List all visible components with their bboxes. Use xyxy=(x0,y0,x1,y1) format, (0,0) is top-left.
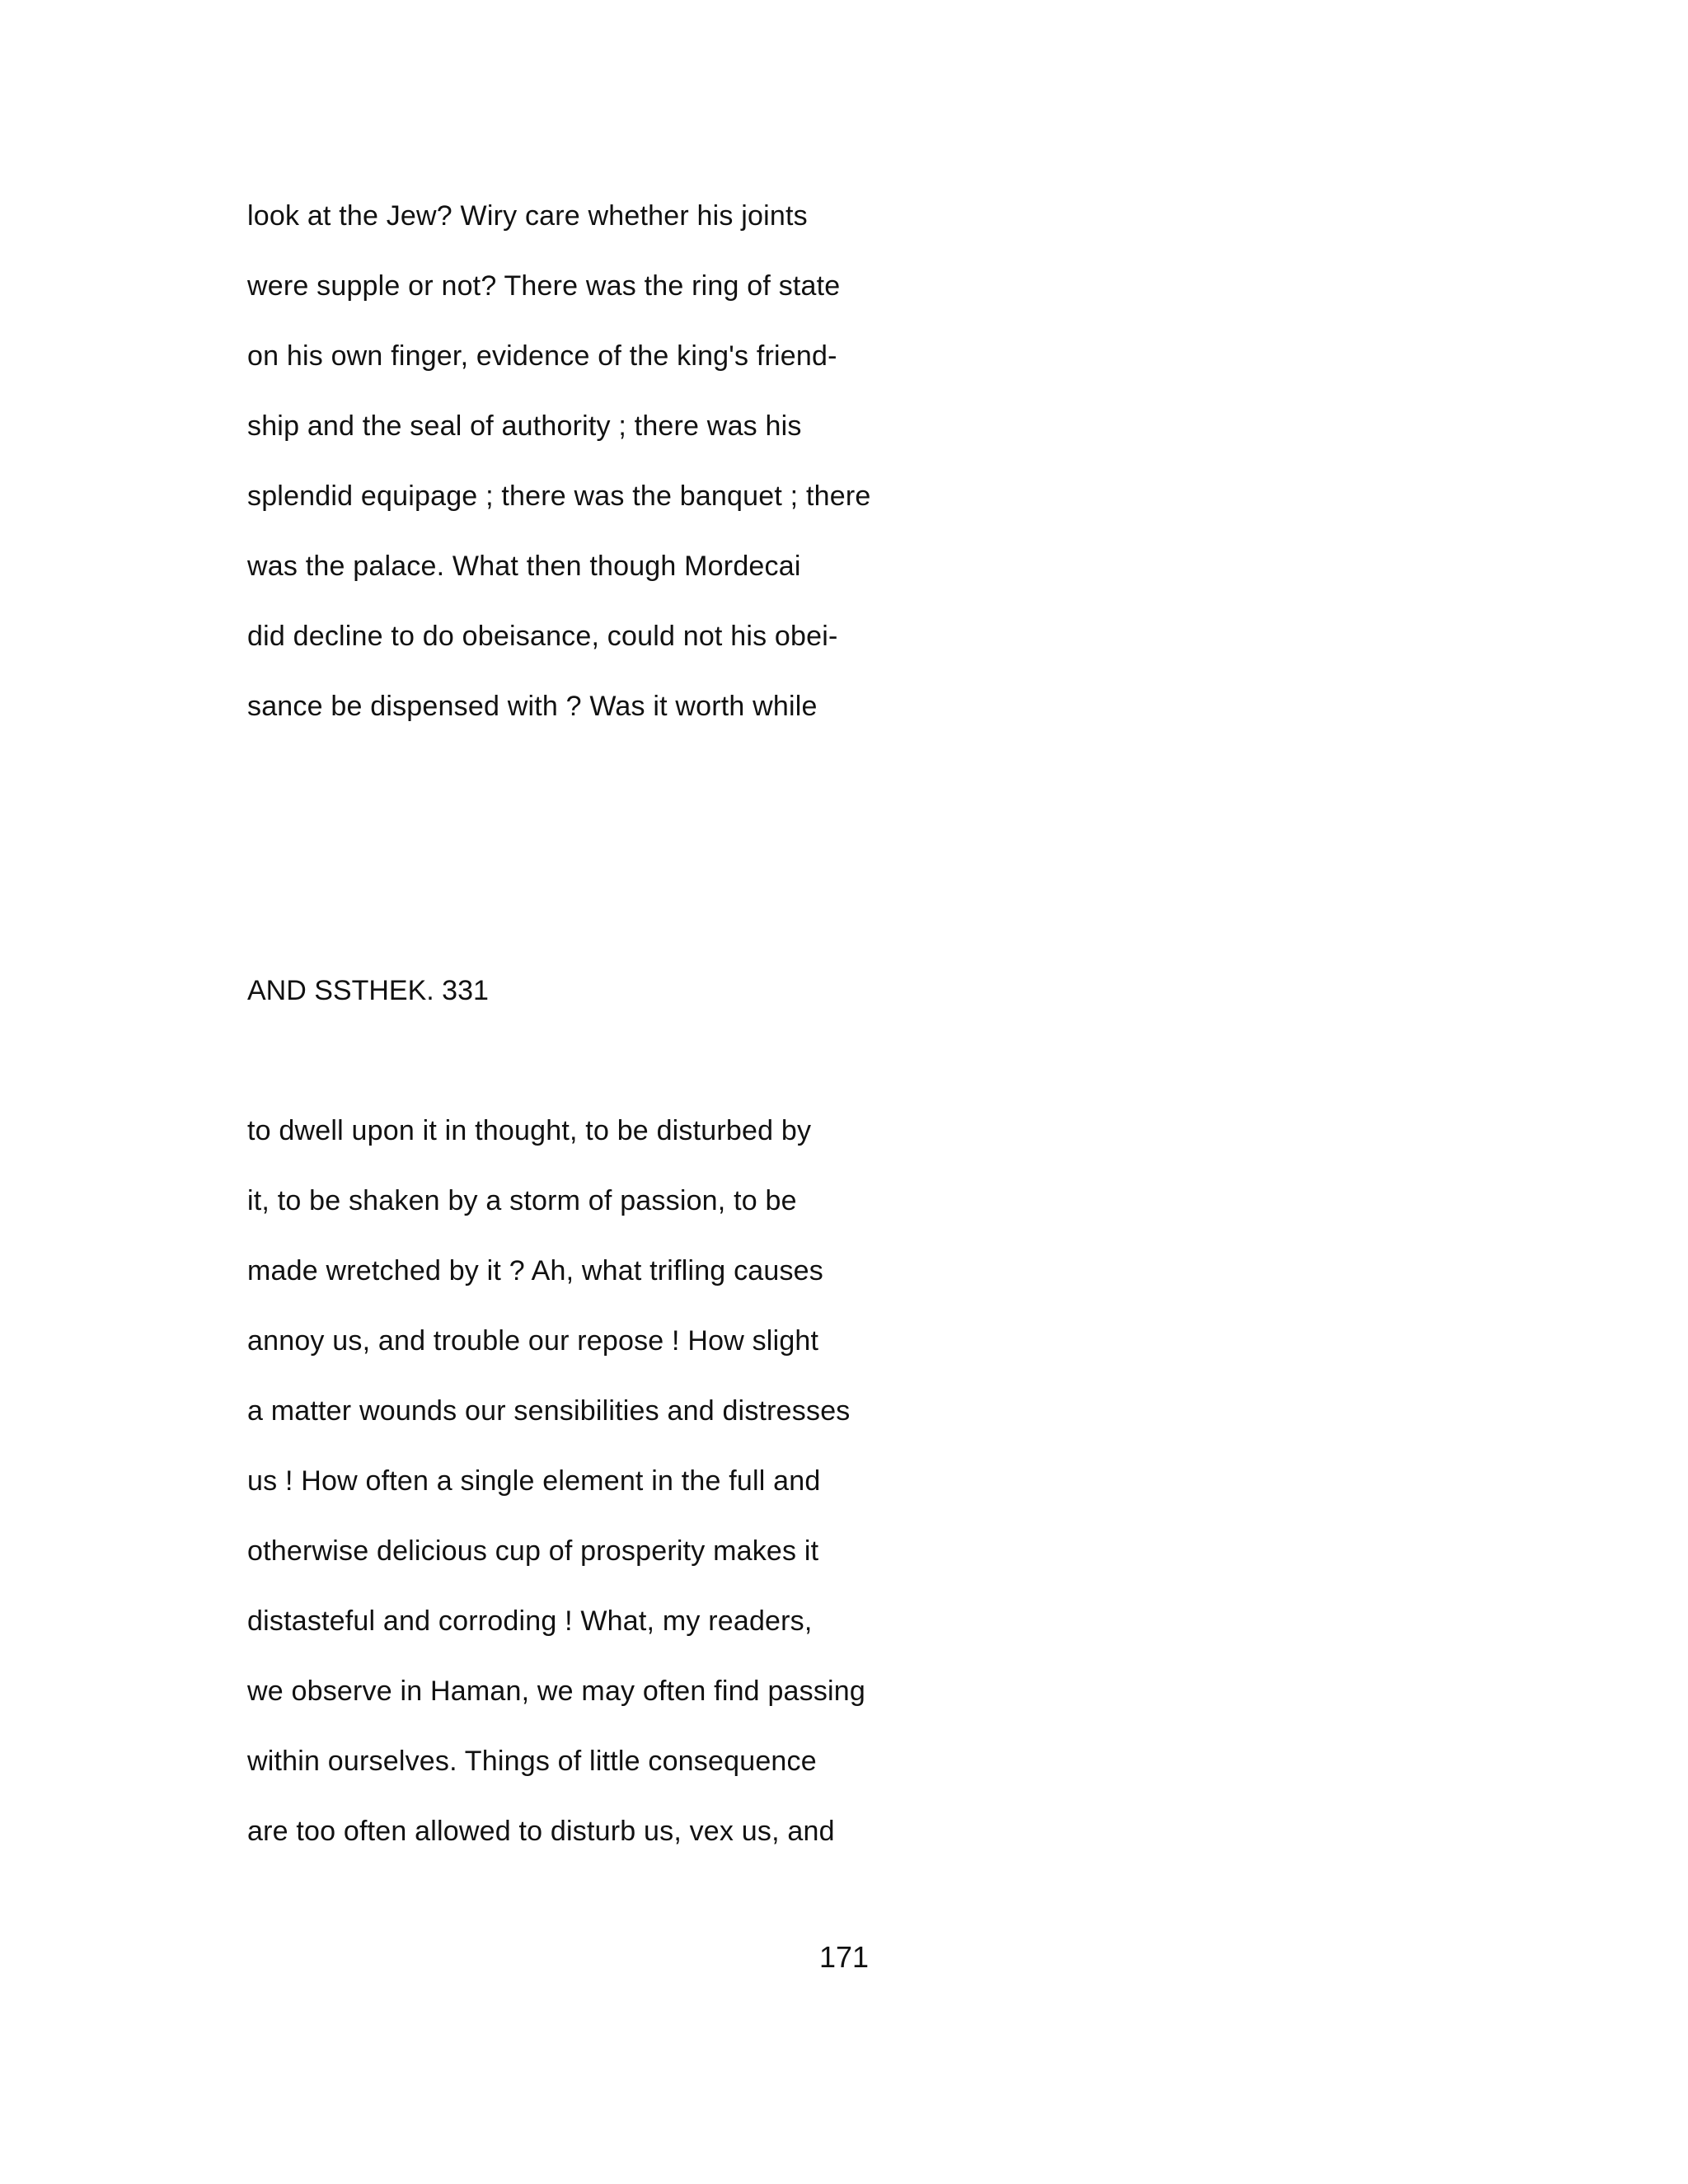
text-line: on his own finger, evidence of the king's friend- xyxy=(247,340,837,372)
text-line: us ! How often a single element in the full and xyxy=(247,1465,821,1497)
text-line: ship and the seal of authority ; there was his xyxy=(247,410,802,442)
text-block-bottom xyxy=(247,1096,865,1867)
running-head: AND SSTHEK. 331 xyxy=(247,975,489,1006)
text-line: splendid equipage ; there was the banquet ; there xyxy=(247,480,871,512)
text-line: was the palace. What then though Mordecai xyxy=(247,551,801,582)
text-line: did decline to do obeisance, could not his obei- xyxy=(247,621,838,652)
text-line: otherwise delicious cup of prosperity makes it xyxy=(247,1535,819,1567)
page-number: 171 xyxy=(818,1940,870,1974)
text-line: made wretched by it ? Ah, what trifling causes xyxy=(247,1255,823,1286)
text-line: we observe in Haman, we may often find passing xyxy=(247,1675,866,1707)
text-line: look at the Jew? Wiry care whether his joints xyxy=(247,200,808,232)
text-line: to dwell upon it in thought, to be disturbed by xyxy=(247,1115,812,1146)
text-line: a matter wounds our sensibilities and distresses xyxy=(247,1395,851,1427)
text-line: annoy us, and trouble our repose ! How slight xyxy=(247,1325,819,1357)
text-line: were supple or not? There was the ring of state xyxy=(247,270,841,302)
text-line: within ourselves. Things of little consequence xyxy=(247,1746,817,1777)
text-line: sance be dispensed with ? Was it worth while xyxy=(247,691,818,722)
text-line: are too often allowed to disturb us, vex us, and xyxy=(247,1816,835,1847)
text-block-top xyxy=(247,181,870,742)
text-line: it, to be shaken by a storm of passion, to be xyxy=(247,1185,797,1216)
text-line: distasteful and corroding ! What, my readers, xyxy=(247,1605,813,1637)
